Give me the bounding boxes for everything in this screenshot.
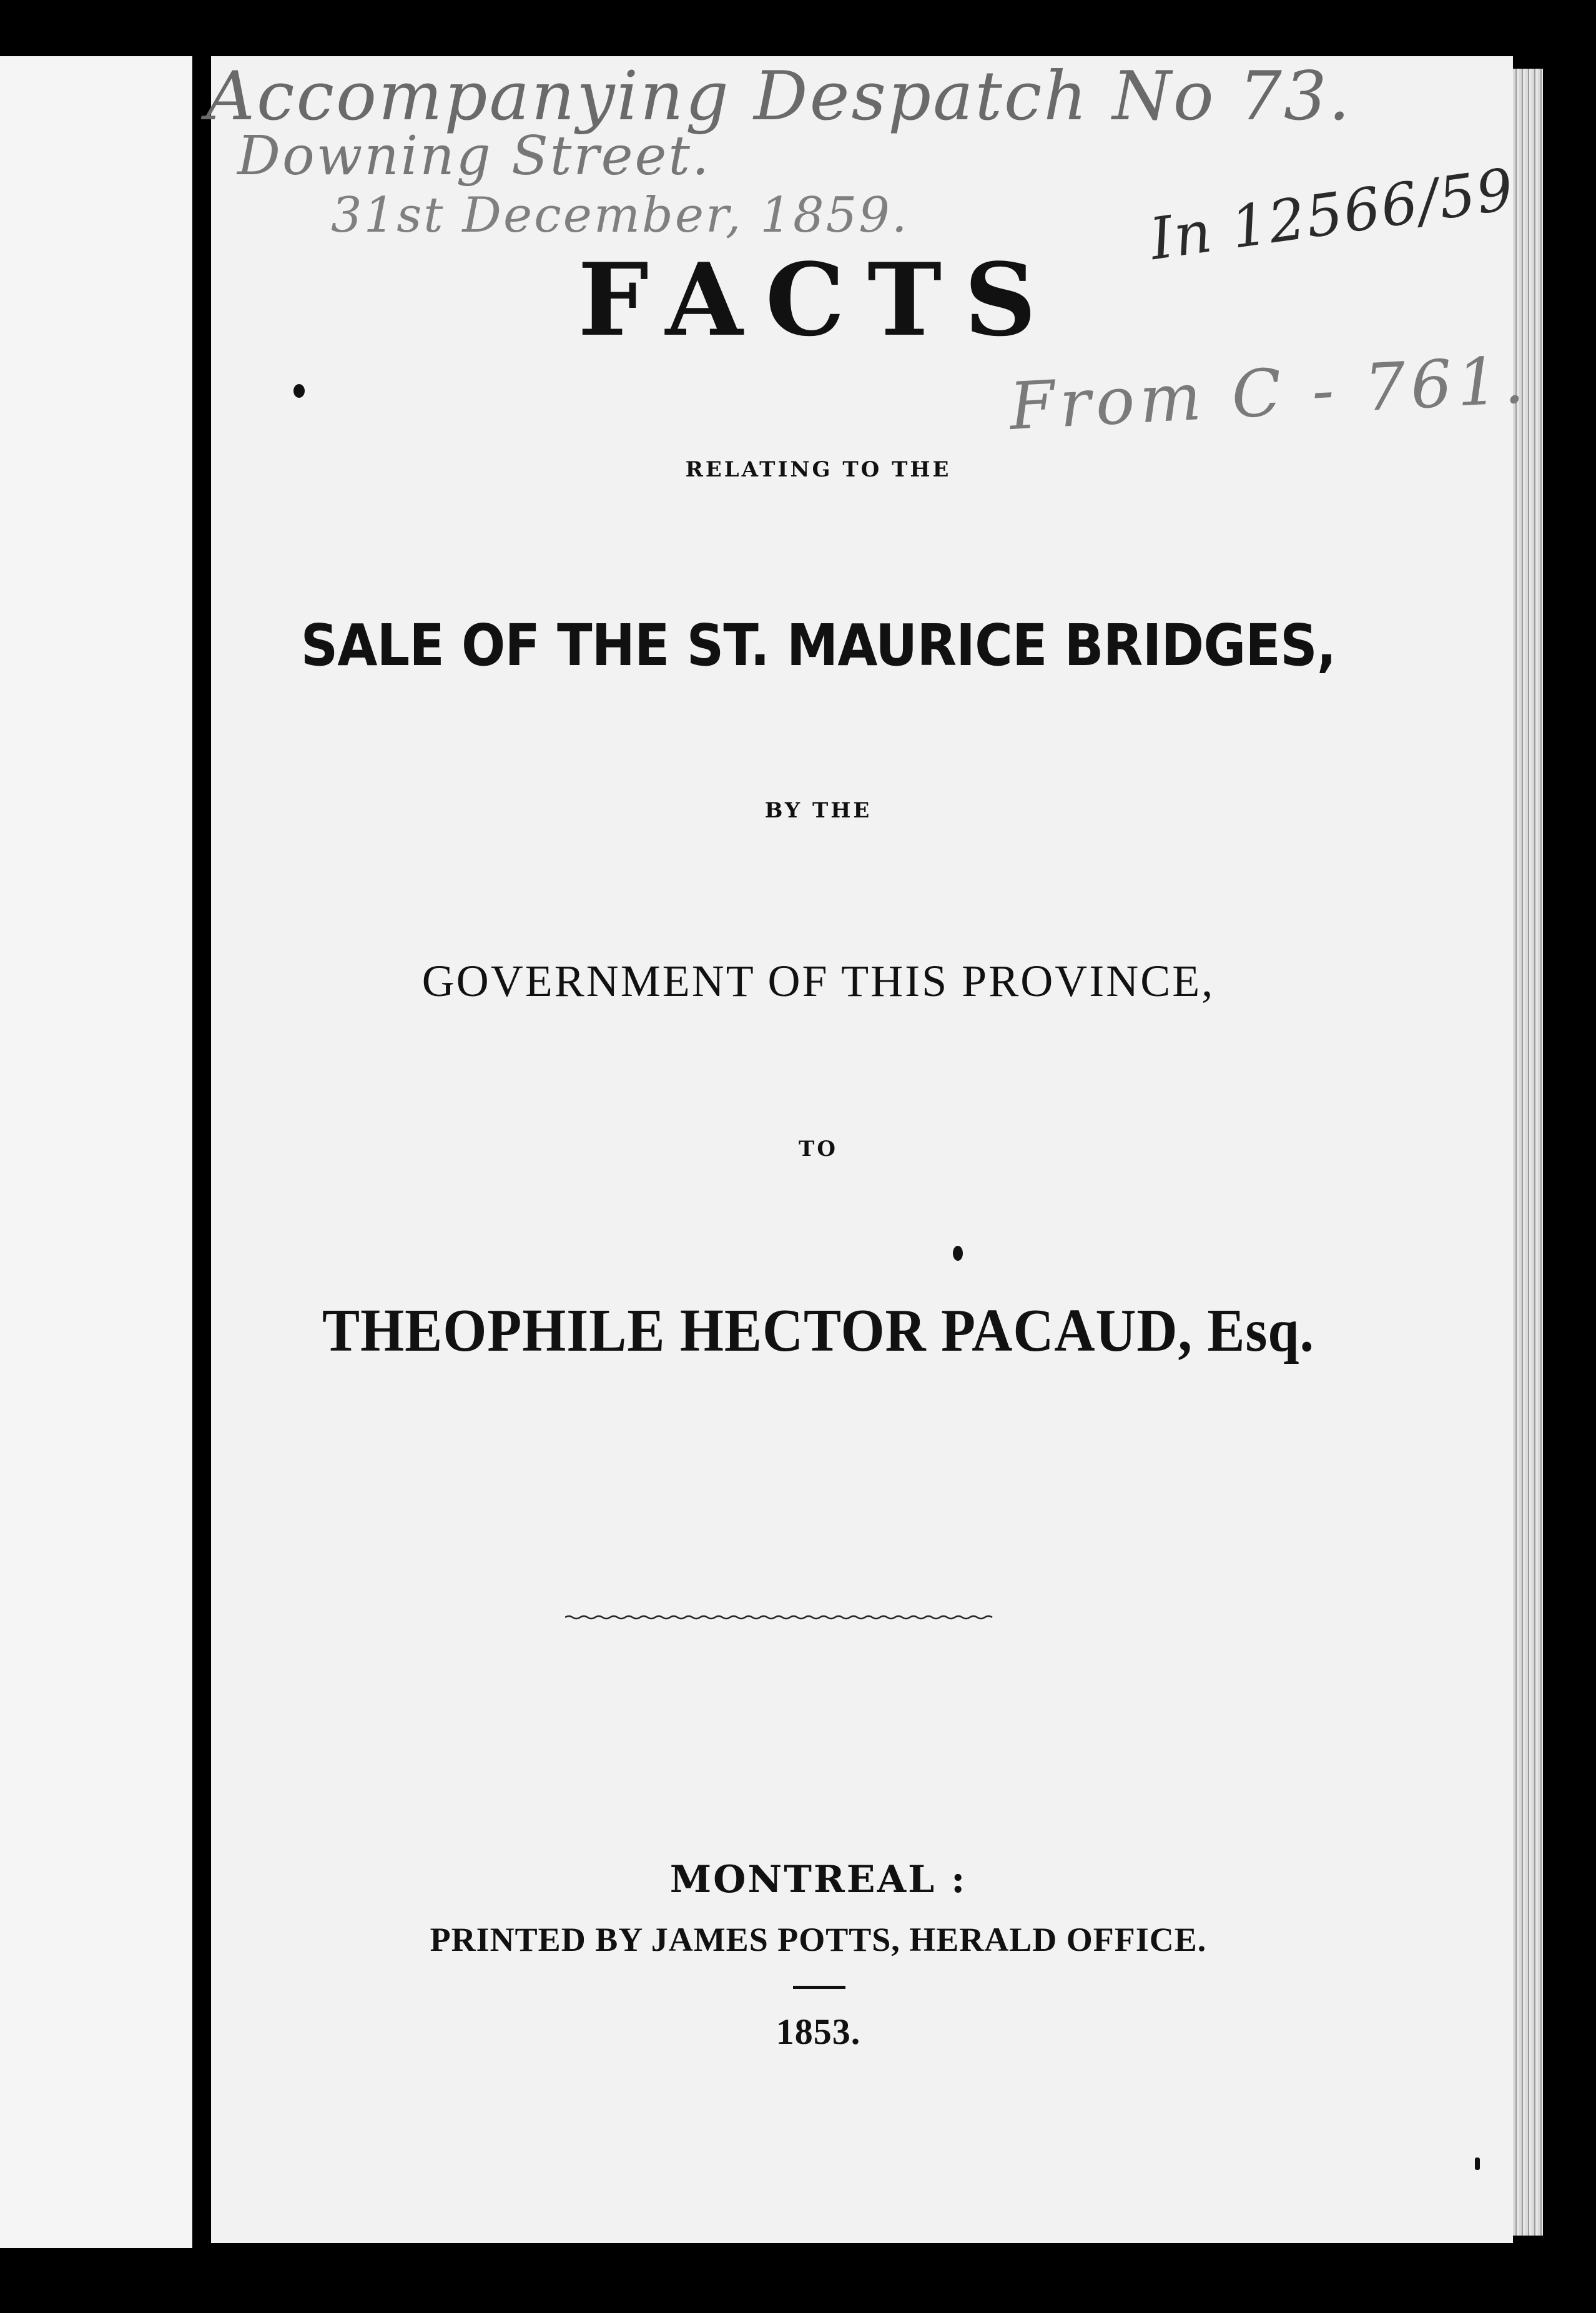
- handwritten-despatch-note: Accompanying Despatch No 73.: [206, 57, 1352, 136]
- government-line: GOVERNMENT OF THIS PROVINCE,: [421, 956, 1215, 1006]
- handwritten-reference-number: In 12566/59: [1146, 155, 1519, 273]
- handwritten-street-note: Downing Street.: [237, 125, 711, 187]
- subject-heading: SALE OF THE ST. MAURICE BRIDGES,: [300, 612, 1336, 679]
- imprint-year: 1853.: [776, 2011, 861, 2052]
- handwritten-date-note: 31st December, 1859.: [331, 187, 909, 244]
- imprint-city: MONTREAL :: [669, 1858, 967, 1901]
- facing-page-edge: [0, 56, 192, 2248]
- to-text: TO: [799, 1137, 838, 1161]
- ink-speck: [953, 1246, 963, 1261]
- recipient-name: THEOPHILE HECTOR PACAUD, Esq.: [322, 1297, 1314, 1364]
- handwritten-from-note: From C - 761.: [1007, 341, 1531, 445]
- decorative-wavy-rule: [565, 1614, 996, 1620]
- imprint-printer: PRINTED BY JAMES POTTS, HERALD OFFICE.: [430, 1921, 1207, 1958]
- title-facts: FACTS: [578, 241, 1059, 358]
- by-the-text: BY THE: [764, 798, 872, 823]
- ink-speck: [293, 384, 305, 398]
- imprint-rule: [793, 1986, 845, 1989]
- ink-speck: [1475, 2158, 1480, 2170]
- relating-to-the-text: RELATING TO THE: [685, 457, 952, 482]
